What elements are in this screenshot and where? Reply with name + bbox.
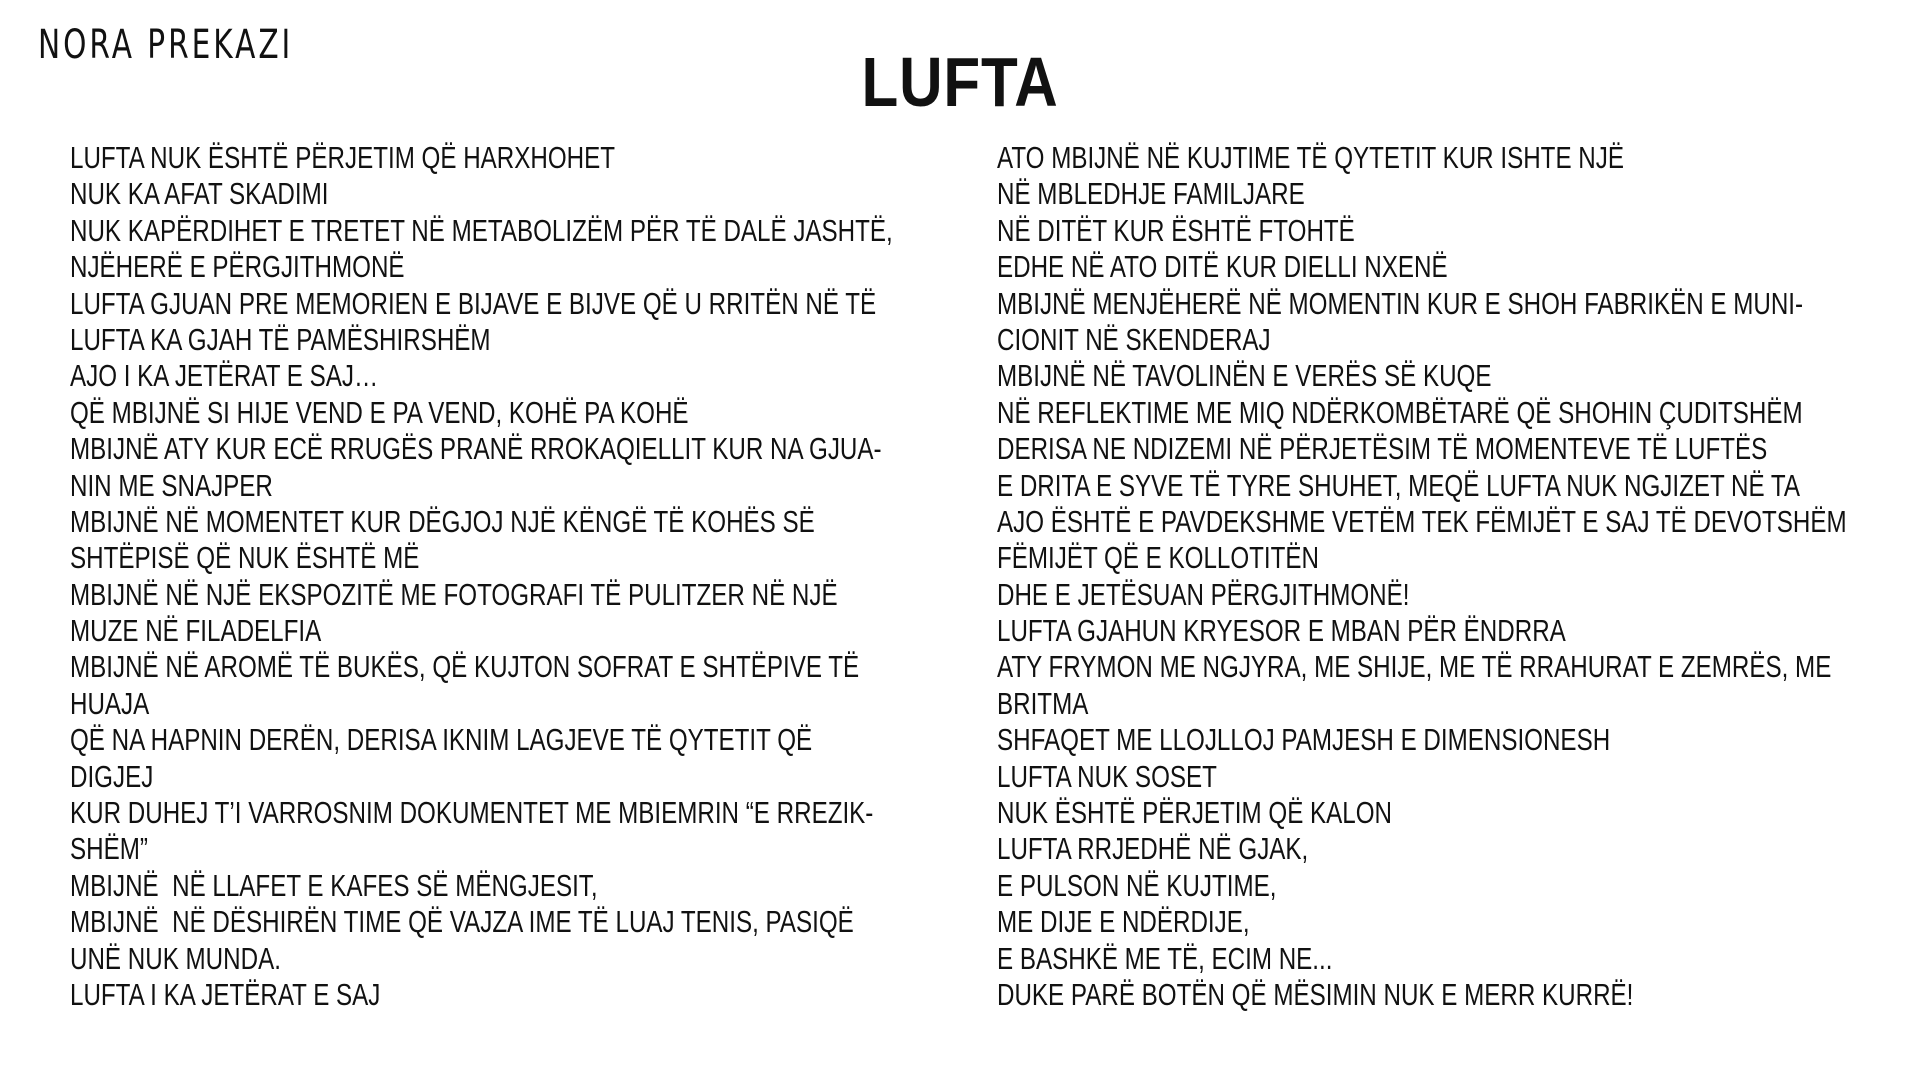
poem-line: MBIJNË MENJËHERË NË MOMENTIN KUR E SHOH FABRIKËN E MUNI-: [997, 285, 1804, 321]
poem-line: LUFTA RRJEDHË NË GJAK,: [997, 831, 1309, 867]
poem-line: DERISA NE NDIZEMI NË PËRJETËSIM TË MOMENTEVE TË LUFTËS: [997, 431, 1768, 467]
poem-title: LUFTA: [861, 43, 1059, 121]
poem-line: ME DIJE E NDËRDIJE,: [997, 904, 1250, 940]
poem-line: E DRITA E SYVE TË TYRE SHUHET, MEQË LUFTA NUK NGJIZET NË TA: [997, 467, 1801, 503]
poem-line: CIONIT NË SKENDERAJ: [997, 321, 1271, 357]
poem-line: DUKE PARË BOTËN QË MËSIMIN NUK E MERR KURRË!: [997, 976, 1634, 1012]
poem-line: LUFTA I KA JETËRAT E SAJ: [70, 976, 381, 1012]
poem-line: NË DITËT KUR ËSHTË FTOHTË: [997, 212, 1355, 248]
poem-line: E BASHKË ME TË, ECIM NE...: [997, 940, 1333, 976]
poem-line: SHËM”: [70, 831, 148, 867]
poem-line: QË MBIJNË SI HIJE VEND E PA VEND, KOHË PA KOHË: [70, 394, 689, 430]
poem-line: MBIJNË NË AROMË TË BUKËS, QË KUJTON SOFRAT E SHTËPIVE TË: [70, 649, 860, 685]
poem-line: MBIJNË NË DËSHIRËN TIME QË VAJZA IME TË LUAJ TENIS, PASIQË: [70, 904, 854, 940]
poem-line: NJËHERË E PËRGJITHMONË: [70, 249, 405, 285]
poem-line: UNË NUK MUNDA.: [70, 940, 281, 976]
poem-line: NIN ME SNAJPER: [70, 467, 273, 503]
poem-line: NË REFLEKTIME ME MIQ NDËRKOMBËTARË QË SHOHIN ÇUDITSHËM: [997, 394, 1803, 430]
poem-line: ATO MBIJNË NË KUJTIME TË QYTETIT KUR ISHTE NJË: [997, 140, 1624, 175]
poem-line: LUFTA KA GJAH TË PAMËSHIRSHËM: [70, 321, 491, 357]
poem-line: MUZE NË FILADELFIA: [70, 613, 322, 649]
poem-line: SHTËPISË QË NUK ËSHTË MË: [70, 540, 420, 576]
poem-line: NUK KAPËRDIHET E TRETET NË METABOLIZËM PËR TË DALË JASHTË,: [70, 212, 893, 248]
poem-column-left: [70, 140, 1125, 1013]
poem-line: EDHE NË ATO DITË KUR DIELLI NXENË: [997, 249, 1448, 285]
poem-line: FËMIJËT QË E KOLLOTITËN: [997, 540, 1320, 576]
poem-line: BRITMA: [997, 685, 1089, 721]
poem-line: LUFTA GJUAN PRE MEMORIEN E BIJAVE E BIJVE QË U RRITËN NË TË: [70, 285, 877, 321]
poem-line: ATY FRYMON ME NGJYRA, ME SHIJE, ME TË RRAHURAT E ZEMRËS, ME: [997, 649, 1832, 685]
poem-line: DHE E JETËSUAN PËRGJITHMONË!: [997, 576, 1410, 612]
poem-line: MBIJNË NË NJË EKSPOZITË ME FOTOGRAFI TË PULITZER NË NJË: [70, 576, 838, 612]
poem-line: LUFTA NUK SOSET: [997, 758, 1217, 794]
poem-column-right: [997, 140, 1920, 1013]
poem-line: LUFTA NUK ËSHTË PËRJETIM QË HARXHOHET: [70, 140, 616, 175]
poem-line: KUR DUHEJ T’I VARROSNIM DOKUMENTET ME MBIEMRIN “E RREZIK-: [70, 795, 874, 831]
poem-line: NUK ËSHTË PËRJETIM QË KALON: [997, 795, 1393, 831]
poem-line: DIGJEJ: [70, 758, 154, 794]
poem-line: HUAJA: [70, 685, 150, 721]
poem-line: SHFAQET ME LLOJLLOJ PAMJESH E DIMENSIONESH: [997, 722, 1611, 758]
poem-line: E PULSON NË KUJTIME,: [997, 867, 1277, 903]
poem-line: AJO I KA JETËRAT E SAJ…: [70, 358, 379, 394]
poem-line: MBIJNË NË MOMENTET KUR DËGJOJ NJË KËNGË TË KOHËS SË: [70, 503, 815, 539]
poem-line: QË NA HAPNIN DERËN, DERISA IKNIM LAGJEVE TË QYTETIT QË: [70, 722, 813, 758]
poem-line: NË MBLEDHJE FAMILJARE: [997, 176, 1305, 212]
poem-line: MBIJNË NË TAVOLINËN E VERËS SË KUQE: [997, 358, 1492, 394]
poem-line: NUK KA AFAT SKADIMI: [70, 176, 329, 212]
poem-line: MBIJNË ATY KUR ECË RRUGËS PRANË RROKAQIELLIT KUR NA GJUA-: [70, 431, 882, 467]
poem-line: AJO ËSHTË E PAVDEKSHME VETËM TEK FËMIJËT E SAJ TË DEVOTSHËM: [997, 503, 1847, 539]
poem-line: MBIJNË NË LLAFET E KAFES SË MËNGJESIT,: [70, 867, 598, 903]
poem-line: LUFTA GJAHUN KRYESOR E MBAN PËR ËNDRRA: [997, 613, 1566, 649]
author-name: NORA PREKAZI: [38, 22, 294, 68]
